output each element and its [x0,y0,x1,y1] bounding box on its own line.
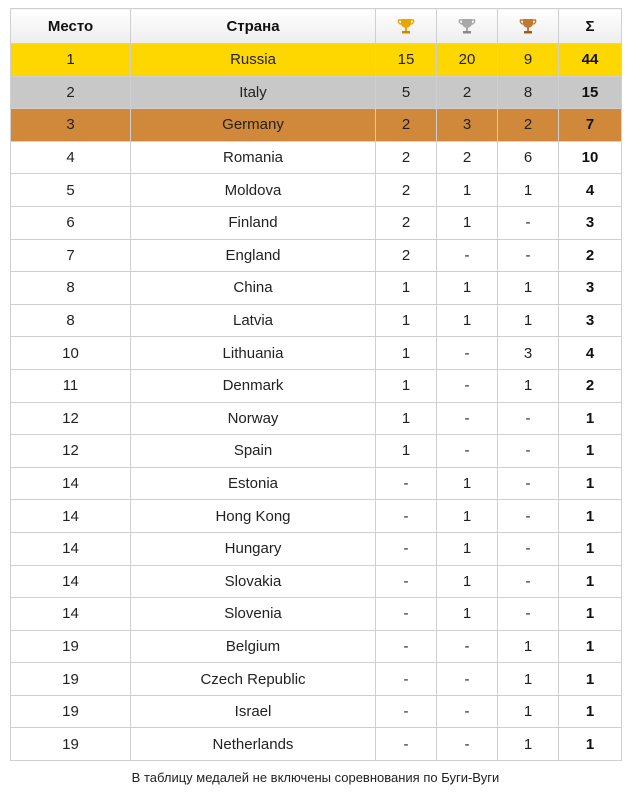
place-cell: 14 [11,598,131,631]
total-cell: 1 [559,565,622,598]
bronze-count-cell: 9 [498,44,559,77]
bronze-cup-icon [519,17,537,35]
bronze-count-cell: 1 [498,174,559,207]
total-cell: 1 [559,532,622,565]
bronze-count-cell: 1 [498,663,559,696]
gold-count-cell: - [376,467,437,500]
table-body [11,44,622,761]
place-cell: 14 [11,467,131,500]
table-row [11,337,622,370]
bronze-count-cell: - [498,565,559,598]
gold-count-cell: - [376,663,437,696]
header-place: Место [11,9,131,44]
silver-count-cell: 1 [437,565,498,598]
total-cell: 4 [559,174,622,207]
gold-count-cell: 1 [376,272,437,305]
silver-count-cell: 1 [437,206,498,239]
gold-count-cell: 1 [376,304,437,337]
gold-count-cell: - [376,565,437,598]
place-cell: 1 [11,44,131,77]
gold-count-cell: - [376,598,437,631]
gold-count-cell: - [376,630,437,663]
header-silver [437,9,498,44]
table-row [11,174,622,207]
silver-count-cell: 2 [437,76,498,109]
country-cell: Netherlands [131,728,376,761]
silver-cup-icon [458,17,476,35]
silver-count-cell: - [437,337,498,370]
total-cell: 2 [559,369,622,402]
header-bronze [498,9,559,44]
total-cell: 1 [559,663,622,696]
country-cell: Hong Kong [131,500,376,533]
header-country: Страна [131,9,376,44]
total-cell: 3 [559,272,622,305]
place-cell: 14 [11,565,131,598]
gold-count-cell: 2 [376,206,437,239]
place-cell: 5 [11,174,131,207]
gold-count-cell: 1 [376,435,437,468]
country-cell: Germany [131,109,376,142]
place-cell: 8 [11,272,131,305]
medal-table-container [10,8,621,761]
bronze-count-cell: 1 [498,272,559,305]
total-cell: 2 [559,239,622,272]
bronze-count-cell: 1 [498,304,559,337]
gold-cup-icon [397,17,415,35]
silver-count-cell: 3 [437,109,498,142]
silver-count-cell: 1 [437,532,498,565]
table-header-row [11,9,622,44]
country-cell: England [131,239,376,272]
table-row [11,467,622,500]
country-cell: Finland [131,206,376,239]
table-row [11,532,622,565]
table-row [11,272,622,305]
silver-count-cell: - [437,630,498,663]
bronze-count-cell: 3 [498,337,559,370]
country-cell: Norway [131,402,376,435]
bronze-count-cell: 6 [498,141,559,174]
table-row [11,369,622,402]
table-row [11,206,622,239]
silver-count-cell: - [437,369,498,402]
place-cell: 19 [11,728,131,761]
total-cell: 1 [559,630,622,663]
footnote: В таблицу медалей не включены соревнования по Буги-Вуги [131,770,500,785]
bronze-count-cell: 1 [498,728,559,761]
total-cell: 10 [559,141,622,174]
table-row [11,565,622,598]
silver-count-cell: 2 [437,141,498,174]
country-cell: China [131,272,376,305]
total-cell: 1 [559,402,622,435]
gold-count-cell: 2 [376,141,437,174]
country-cell: Denmark [131,369,376,402]
silver-count-cell: - [437,663,498,696]
country-cell: Estonia [131,467,376,500]
bronze-count-cell: - [498,467,559,500]
place-cell: 14 [11,532,131,565]
country-cell: Slovenia [131,598,376,631]
bronze-count-cell: 1 [498,630,559,663]
table-row [11,76,622,109]
bronze-count-cell: - [498,500,559,533]
place-cell: 12 [11,435,131,468]
bronze-count-cell: - [498,402,559,435]
place-cell: 19 [11,630,131,663]
silver-count-cell: - [437,239,498,272]
table-row [11,695,622,728]
gold-count-cell: 2 [376,174,437,207]
silver-count-cell: - [437,435,498,468]
table-row [11,500,622,533]
place-cell: 10 [11,337,131,370]
bronze-count-cell: - [498,532,559,565]
bronze-count-cell: - [498,239,559,272]
place-cell: 3 [11,109,131,142]
bronze-count-cell: 8 [498,76,559,109]
silver-count-cell: - [437,728,498,761]
total-cell: 3 [559,304,622,337]
country-cell: Romania [131,141,376,174]
table-row [11,109,622,142]
bronze-count-cell: 2 [498,109,559,142]
gold-count-cell: - [376,532,437,565]
total-cell: 1 [559,695,622,728]
table-row [11,630,622,663]
gold-count-cell: - [376,695,437,728]
table-row [11,239,622,272]
total-cell: 4 [559,337,622,370]
country-cell: Latvia [131,304,376,337]
total-cell: 7 [559,109,622,142]
silver-count-cell: - [437,402,498,435]
gold-count-cell: - [376,728,437,761]
place-cell: 6 [11,206,131,239]
total-cell: 1 [559,467,622,500]
country-cell: Lithuania [131,337,376,370]
country-cell: Spain [131,435,376,468]
bronze-count-cell: - [498,206,559,239]
table-row [11,728,622,761]
country-cell: Belgium [131,630,376,663]
table-row [11,435,622,468]
total-cell: 1 [559,728,622,761]
header-total: Σ [559,9,622,44]
silver-count-cell: 20 [437,44,498,77]
total-cell: 15 [559,76,622,109]
silver-count-cell: 1 [437,500,498,533]
gold-count-cell: - [376,500,437,533]
place-cell: 14 [11,500,131,533]
table-row [11,44,622,77]
gold-count-cell: 1 [376,402,437,435]
country-cell: Russia [131,44,376,77]
medal-table [10,8,622,761]
country-cell: Czech Republic [131,663,376,696]
table-row [11,598,622,631]
place-cell: 8 [11,304,131,337]
gold-count-cell: 5 [376,76,437,109]
country-cell: Hungary [131,532,376,565]
bronze-count-cell: 1 [498,695,559,728]
total-cell: 3 [559,206,622,239]
total-cell: 1 [559,598,622,631]
table-row [11,402,622,435]
table-row [11,304,622,337]
place-cell: 7 [11,239,131,272]
country-cell: Italy [131,76,376,109]
place-cell: 4 [11,141,131,174]
total-cell: 44 [559,44,622,77]
silver-count-cell: 1 [437,598,498,631]
gold-count-cell: 2 [376,239,437,272]
bronze-count-cell: - [498,435,559,468]
country-cell: Slovakia [131,565,376,598]
total-cell: 1 [559,500,622,533]
silver-count-cell: 1 [437,272,498,305]
silver-count-cell: 1 [437,174,498,207]
gold-count-cell: 1 [376,337,437,370]
country-cell: Moldova [131,174,376,207]
country-cell: Israel [131,695,376,728]
silver-count-cell: 1 [437,467,498,500]
gold-count-cell: 1 [376,369,437,402]
place-cell: 19 [11,695,131,728]
place-cell: 11 [11,369,131,402]
place-cell: 12 [11,402,131,435]
bronze-count-cell: - [498,598,559,631]
silver-count-cell: 1 [437,304,498,337]
bronze-count-cell: 1 [498,369,559,402]
place-cell: 19 [11,663,131,696]
table-row [11,141,622,174]
silver-count-cell: - [437,695,498,728]
header-gold [376,9,437,44]
place-cell: 2 [11,76,131,109]
table-row [11,663,622,696]
gold-count-cell: 15 [376,44,437,77]
total-cell: 1 [559,435,622,468]
gold-count-cell: 2 [376,109,437,142]
